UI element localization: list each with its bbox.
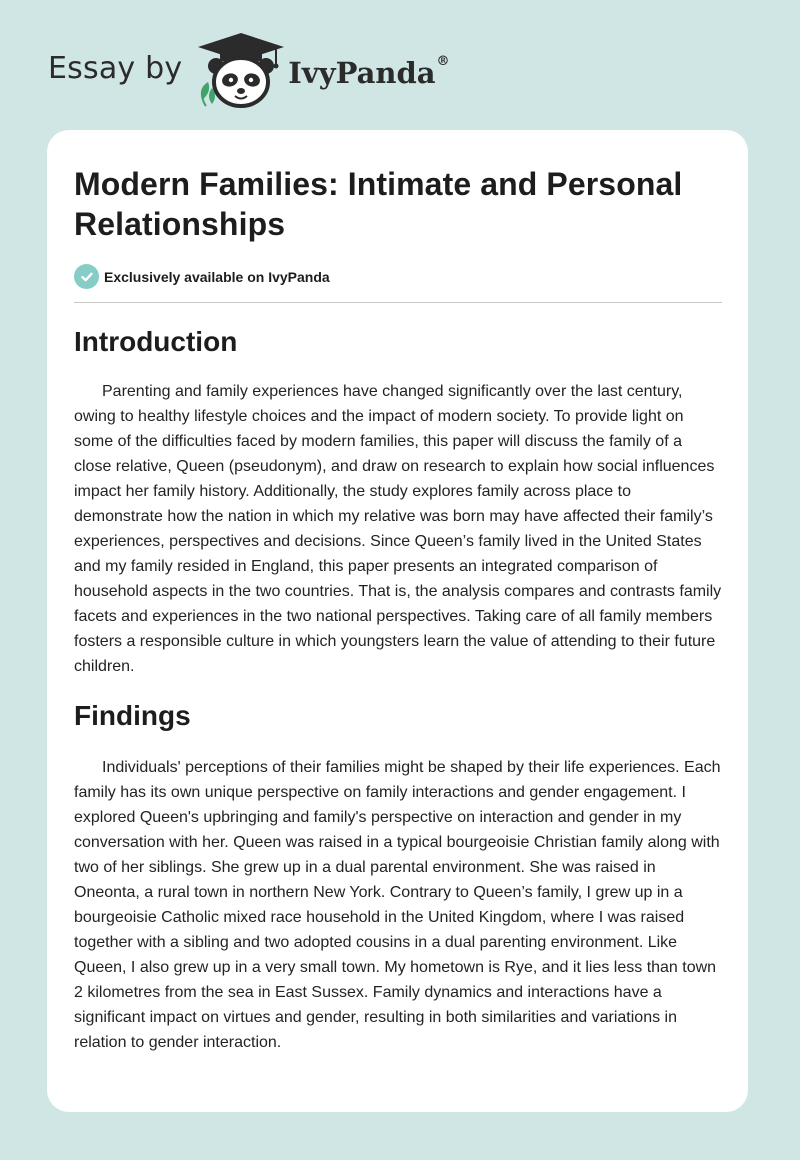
page-title: Modern Families: Intimate and Personal Relationships — [74, 166, 683, 242]
site-header — [48, 30, 450, 110]
panda-logo-icon[interactable] — [196, 30, 286, 110]
exclusive-badge-text: Exclusively available on IvyPanda — [104, 268, 330, 285]
exclusive-badge — [74, 264, 721, 289]
registered-mark: ® — [436, 54, 450, 69]
section-heading-introduction: Introduction — [74, 326, 238, 357]
brand-name[interactable]: IvyPanda® — [288, 54, 450, 90]
check-icon — [74, 264, 99, 289]
section-paragraph-introduction: Parenting and family experiences have changed significantly over the last century, owing to healthy lifestyle choices and the impact of modern society. To provide light on some of the difficulties faced by modern families, this paper will discuss the family of a close relative, Queen (pseudonym), and draw on research to explain how social influences impact her family history. Additionally, the study explores family across place to demonstrate how the nation in which my relative was born may have affected their family’s experiences, perspectives and decisions. Since Queen’s family lived in the United States and my family resided in England, this paper presents an integrated comparison of household aspects in the two countries. That is, the analysis compares and contrasts family facets and experiences in the two national perspectives. Taking care of all family members fosters a responsible culture in which youngsters learn the value of attending to their future children. — [74, 383, 722, 675]
section-heading-findings: Findings — [74, 700, 191, 731]
section-paragraph-findings: Individuals' perceptions of their families might be shaped by their life experiences. Each family has its own unique perspective on family interactions and gender engagement. I explored Queen's upbringing and family's perspective on interaction and gender in my conversation with her. Queen was raised in a typical bourgeoisie Christian family along with two of her siblings. She grew up in a dual parental environment. She was raised in Oneonta, a rural town in northern New York. Contrary to Queen’s family, I grew up in a bourgeoisie Catholic mixed race household in the United Kingdom, where I was raised together with a sibling and two adopted cousins in a dual parenting environment. Like Queen, I also grew up in a very small town. My hometown is Rye, and it lies less than town 2 kilometres from the sea in East Sussex. Family dynamics and interactions have a significant impact on virtues and gender, resulting in both similarities and variations in relation to gender interaction. — [74, 759, 721, 1051]
divider — [74, 302, 722, 303]
essay-card — [47, 130, 748, 1112]
essay-by-label: Essay by — [48, 50, 183, 86]
